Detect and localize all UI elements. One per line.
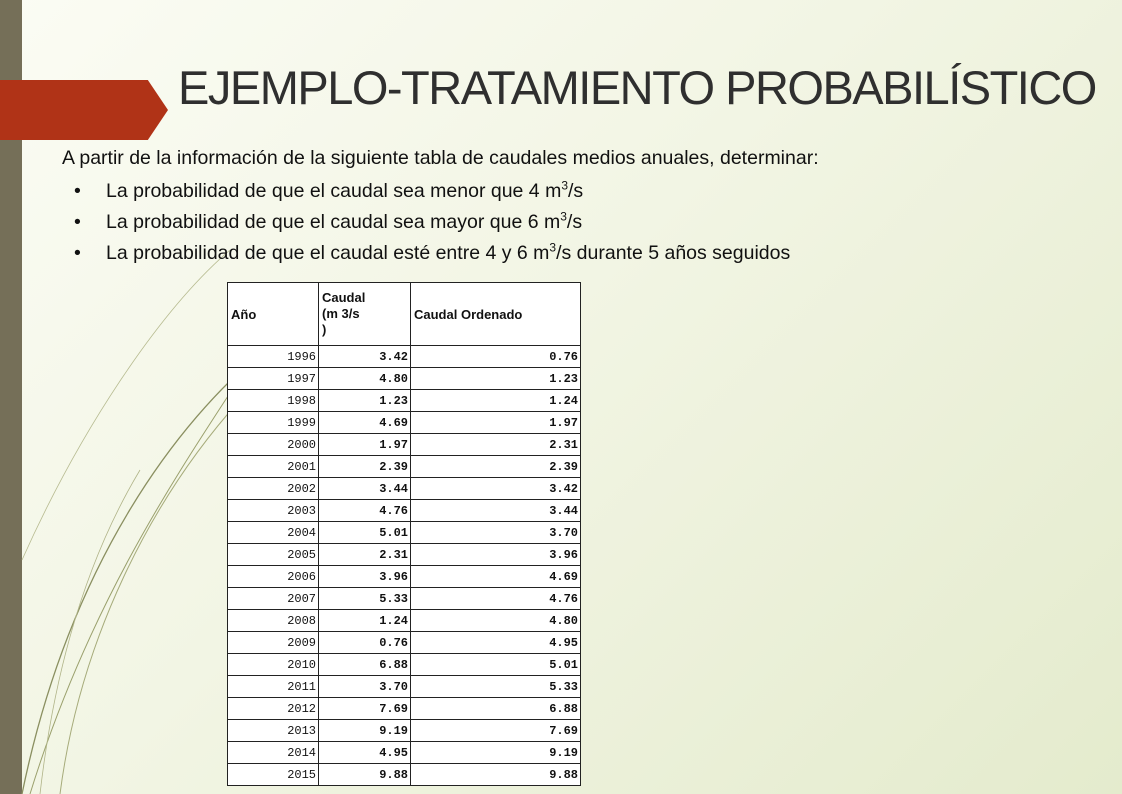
table-row [228,654,581,676]
cell-ordered: 7.69 [411,720,581,742]
cell-caudal: 3.44 [319,478,411,500]
table-row [228,434,581,456]
table-row [228,588,581,610]
cell-year: 2014 [228,742,319,764]
cell-ordered: 4.80 [411,610,581,632]
table-row [228,544,581,566]
cell-year: 2013 [228,720,319,742]
cell-ordered: 9.19 [411,742,581,764]
cell-ordered: 1.23 [411,368,581,390]
cell-caudal: 2.31 [319,544,411,566]
table-row [228,368,581,390]
table-body [228,346,581,786]
cell-caudal: 9.88 [319,764,411,786]
cell-year: 2009 [228,632,319,654]
bullet-icon: • [74,211,81,233]
cell-year: 2012 [228,698,319,720]
cell-ordered: 3.44 [411,500,581,522]
cell-ordered: 4.95 [411,632,581,654]
cell-caudal: 3.42 [319,346,411,368]
cell-year: 2011 [228,676,319,698]
table-row [228,566,581,588]
table-row [228,478,581,500]
cell-caudal: 7.69 [319,698,411,720]
table-row [228,632,581,654]
cell-caudal: 4.80 [319,368,411,390]
header-ordered: Caudal Ordenado [411,283,581,346]
cell-caudal: 4.76 [319,500,411,522]
question-text: La probabilidad de que el caudal sea menor que 4 $m^3/s$ [106,178,584,202]
cell-ordered: 5.33 [411,676,581,698]
cell-year: 2002 [228,478,319,500]
bullet-icon: • [74,180,81,202]
table-row [228,676,581,698]
cell-year: 1998 [228,390,319,412]
question-item [62,180,790,211]
question-item [62,242,790,273]
cell-year: 1999 [228,412,319,434]
table-row [228,698,581,720]
cell-year: 2005 [228,544,319,566]
cell-caudal: 5.01 [319,522,411,544]
cell-caudal: 4.95 [319,742,411,764]
cell-year: 2015 [228,764,319,786]
question-item [62,211,790,242]
table-row [228,456,581,478]
cell-caudal: 4.69 [319,412,411,434]
cell-caudal: 0.76 [319,632,411,654]
cell-year: 1997 [228,368,319,390]
cell-ordered: 1.97 [411,412,581,434]
cell-ordered: 6.88 [411,698,581,720]
cell-year: 2007 [228,588,319,610]
cell-ordered: 4.76 [411,588,581,610]
table-row [228,522,581,544]
table-row [228,390,581,412]
cell-year: 2008 [228,610,319,632]
cell-caudal: 9.19 [319,720,411,742]
question-list [62,180,790,273]
cell-ordered: 9.88 [411,764,581,786]
header-year: Año [228,283,319,346]
cell-caudal: 6.88 [319,654,411,676]
cell-year: 1996 [228,346,319,368]
cell-year: 2004 [228,522,319,544]
question-text: La probabilidad de que el caudal esté entre 4 y 6 $m^3/s$ durante 5 años seguidos [106,240,791,264]
table-row [228,720,581,742]
cell-ordered: 2.31 [411,434,581,456]
table-row [228,610,581,632]
cell-caudal: 3.96 [319,566,411,588]
table-row [228,346,581,368]
caudal-table [227,282,581,786]
cell-ordered: 1.24 [411,390,581,412]
cell-ordered: 0.76 [411,346,581,368]
cell-ordered: 3.96 [411,544,581,566]
cell-caudal: 1.97 [319,434,411,456]
slide-title: EJEMPLO-TRATAMIENTO PROBABILÍSTICO [178,61,1096,114]
header-caudal: Caudal (m 3/s ) [319,283,411,346]
question-text: La probabilidad de que el caudal sea mayor que 6 $m^3/s$ [106,209,583,233]
cell-ordered: 3.42 [411,478,581,500]
cell-year: 2010 [228,654,319,676]
title-arrow-accent [0,80,168,140]
table-row [228,764,581,786]
table-header-row [228,283,581,346]
cell-caudal: 1.24 [319,610,411,632]
table-row [228,412,581,434]
cell-year: 2000 [228,434,319,456]
table-row [228,500,581,522]
cell-ordered: 5.01 [411,654,581,676]
cell-ordered: 4.69 [411,566,581,588]
cell-caudal: 3.70 [319,676,411,698]
cell-ordered: 2.39 [411,456,581,478]
cell-caudal: 1.23 [319,390,411,412]
bullet-icon: • [74,242,81,264]
cell-year: 2003 [228,500,319,522]
cell-caudal: 5.33 [319,588,411,610]
cell-year: 2001 [228,456,319,478]
table-row [228,742,581,764]
cell-year: 2006 [228,566,319,588]
cell-caudal: 2.39 [319,456,411,478]
cell-ordered: 3.70 [411,522,581,544]
intro-text: A partir de la información de la siguiente tabla de caudales medios anuales, determinar: [62,147,819,169]
